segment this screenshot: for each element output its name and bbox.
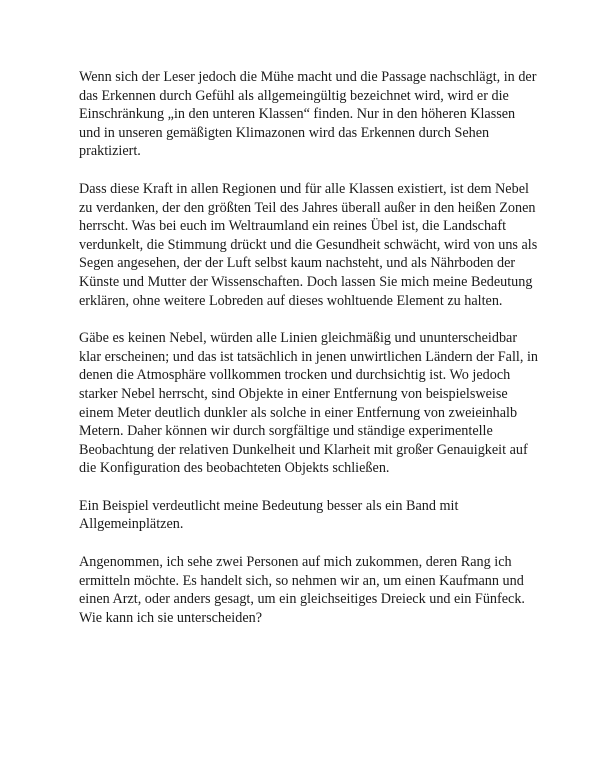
paragraph: Dass diese Kraft in allen Regionen und für alle Klassen existiert, ist dem Nebel zu verdanken, der den größten Teil des Jahres überall außer in den heißen Zonen herrscht. Was bei euch im Weltraumland ein reines Übel ist, die Landschaft verdunkelt, die Stimmung drückt und die Gesundheit schwächt, wird von uns als Segen angesehen, der der Luft selbst kaum nachsteht, und als Nährboden der Künste und Mutter der Wissenschaften. Doch lassen Sie mich meine Bedeutung erklären, ohne weitere Lobreden auf dieses wohltuende Element zu halten.	[79, 180, 538, 309]
document-body	[79, 68, 539, 646]
paragraph: Angenommen, ich sehe zwei Personen auf mich zukommen, deren Rang ich ermitteln möchte. Es handelt sich, so nehmen wir an, um einen Kaufmann und einen Arzt, oder anders gesagt, um ein gleichseitiges Dreieck und ein Fünfeck. Wie kann ich sie unterscheiden?	[79, 554, 525, 626]
paragraph: Ein Beispiel verdeutlicht meine Bedeutung besser als ein Band mit Allgemeinplätzen.	[79, 497, 459, 533]
paragraph: Gäbe es keinen Nebel, würden alle Linien gleichmäßig und ununterscheidbar klar erscheinen; und das ist tatsächlich in jenen unwirtlichen Ländern der Fall, in denen die Atmosphäre vollkommen trocken und durchsichtig ist. Wo jedoch starker Nebel herrscht, sind Objekte in einer Entfernung von beispielsweise einem Meter deutlich dunkler als solche in einer Entfernung von zweieinhalb Metern. Daher können wir durch sorgfältige und ständige experimentelle Beobachtung der relativen Dunkelheit und Klarheit mit großer Genauigkeit auf die Konfiguration des beobachteten Objekts schließen.	[79, 330, 538, 477]
paragraph: Wenn sich der Leser jedoch die Mühe macht und die Passage nachschlägt, in der das Erkennen durch Gefühl als allgemeingültig bezeichnet wird, wird er die Einschränkung „in den unteren Klassen“ finden. Nur in den höheren Klassen und in unseren gemäßigten Klimazonen wird das Erkennen durch Sehen praktiziert.	[79, 69, 537, 160]
